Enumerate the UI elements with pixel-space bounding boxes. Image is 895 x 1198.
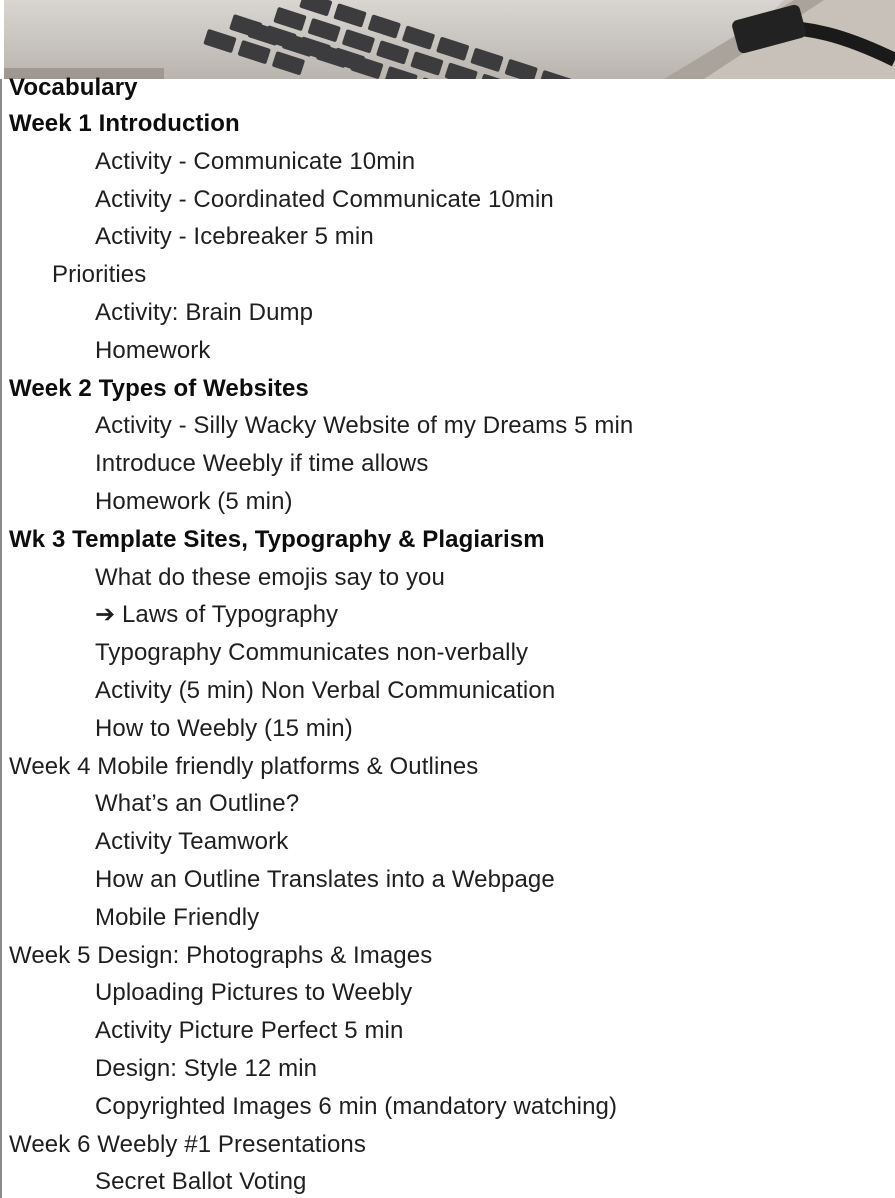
- outline-item[interactable]: Design: Style 12 min: [95, 1054, 318, 1082]
- document-outline: [9, 71, 889, 1198]
- outline-item[interactable]: Homework: [95, 336, 211, 364]
- outline-item[interactable]: How an Outline Translates into a Webpage: [95, 865, 555, 893]
- outline-item[interactable]: Typography Communicates non-verbally: [95, 639, 529, 667]
- outline-item[interactable]: Activity: Brain Dump: [95, 298, 314, 326]
- outline-item[interactable]: Activity - Silly Wacky Website of my Dreams 5 min: [95, 412, 634, 440]
- outline-heading[interactable]: Vocabulary: [9, 74, 138, 101]
- laptop-photo: [4, 0, 895, 79]
- outline-item[interactable]: Homework (5 min): [95, 487, 293, 515]
- outline-heading[interactable]: Week 1 Introduction: [9, 110, 240, 137]
- hero-laptop-image: [4, 0, 895, 79]
- outline-heading[interactable]: Week 5 Design: Photographs & Images: [9, 941, 433, 969]
- outline-item[interactable]: Activity (5 min) Non Verbal Communication: [95, 676, 556, 704]
- outline-item[interactable]: Copyrighted Images 6 min (mandatory watching): [95, 1092, 618, 1120]
- outline-heading[interactable]: Week 6 Weebly #1 Presentations: [9, 1130, 366, 1158]
- outline-item[interactable]: Mobile Friendly: [95, 903, 260, 931]
- outline-item[interactable]: Uploading Pictures to Weebly: [95, 979, 413, 1007]
- outline-heading[interactable]: Week 4 Mobile friendly platforms & Outlines: [9, 752, 479, 780]
- outline-item[interactable]: Introduce Weebly if time allows: [95, 450, 429, 478]
- outline-heading[interactable]: Week 2 Types of Websites: [9, 374, 309, 402]
- outline-item[interactable]: Activity Picture Perfect 5 min: [95, 1017, 404, 1045]
- outline-item[interactable]: What do these emojis say to you: [95, 563, 445, 591]
- outline-item[interactable]: Activity Teamwork: [95, 828, 289, 856]
- outline-item[interactable]: Activity - Coordinated Communicate 10min: [95, 185, 554, 213]
- outline-item[interactable]: Activity - Icebreaker 5 min: [95, 223, 374, 251]
- outline-subheading[interactable]: Priorities: [52, 261, 147, 289]
- outline-item[interactable]: ➔ Laws of Typography: [95, 601, 339, 629]
- outline-item[interactable]: Secret Ballot Voting: [95, 1168, 307, 1196]
- outline-item[interactable]: What’s an Outline?: [95, 790, 300, 818]
- outline-item[interactable]: Activity - Communicate 10min: [95, 147, 416, 175]
- left-border: [0, 79, 2, 1198]
- outline-item[interactable]: How to Weebly (15 min): [95, 714, 353, 742]
- outline-heading[interactable]: Wk 3 Template Sites, Typography & Plagiarism: [9, 525, 545, 553]
